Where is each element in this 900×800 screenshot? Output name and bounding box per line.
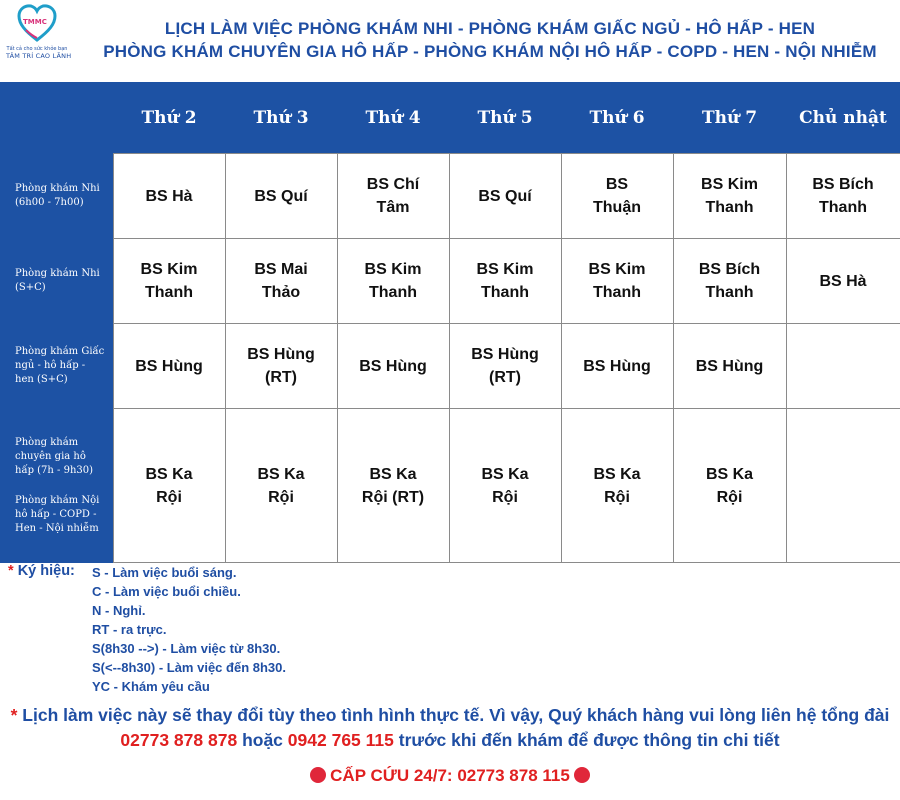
notice-text: Lịch làm việc này sẽ thay đổi tùy theo tình hình thực tế. Vì vậy, Quý khách hàng vui lòng liên hệ tổng đài — [22, 705, 890, 725]
doctor-name: BS Ka Rội — [257, 465, 305, 506]
schedule-cell — [449, 154, 561, 239]
doctor-name: BS Hùng — [695, 357, 764, 375]
table-row — [0, 154, 900, 239]
doctor-name: BS Ka Rội — [705, 465, 754, 506]
logo-name: TÂM TRÍ CAO LÃNH — [6, 52, 72, 60]
logo-tagline: Tất cả cho sức khỏe bạn — [6, 46, 68, 52]
schedule-cell — [113, 239, 225, 324]
legend-item: S(8h30 -->) - Làm việc từ 8h30. — [92, 641, 281, 656]
schedule-cell — [786, 239, 900, 324]
table-row — [0, 324, 900, 409]
schedule-table — [0, 82, 900, 563]
doctor-name: BS Hùng — [359, 357, 427, 375]
doctor-name: BS Ka Rội — [481, 465, 529, 506]
schedule-cell — [449, 324, 561, 409]
schedule-cell — [337, 154, 449, 239]
day-header: Thứ 6 — [561, 82, 673, 154]
day-header: Thứ 3 — [225, 82, 337, 154]
schedule-cell — [113, 154, 225, 239]
doctor-name: BS Mai Thảo — [254, 261, 308, 301]
schedule-cell — [449, 409, 561, 563]
doctor-name: BS Bích Thanh — [698, 261, 761, 301]
row-label: Phòng khám Nhi (6h00 - 7h00) — [0, 154, 113, 239]
doctor-name: BS Ka Rội — [593, 465, 641, 506]
doctor-name: BS Hùng — [583, 357, 651, 375]
schedule-cell — [561, 409, 673, 563]
schedule-cell — [786, 324, 900, 409]
schedule-cell — [225, 409, 337, 563]
schedule-cell — [673, 409, 786, 563]
day-header-row — [0, 82, 900, 154]
schedule-notice — [0, 703, 900, 753]
schedule-cell — [673, 324, 786, 409]
mobile-phone[interactable]: 0942 765 115 — [287, 730, 394, 750]
schedule-cell — [337, 324, 449, 409]
red-dot-icon — [574, 767, 590, 783]
schedule-cell — [673, 239, 786, 324]
emergency-text[interactable]: CẤP CỨU 24/7: 02773 878 115 — [330, 766, 570, 785]
doctor-name: BS Ka Rội — [145, 465, 193, 506]
doctor-name: BS Kim Thanh — [588, 261, 646, 301]
legend-item: RT - ra trực. — [92, 622, 167, 637]
table-row — [0, 239, 900, 324]
schedule-cell — [225, 154, 337, 239]
day-header: Thứ 2 — [113, 82, 225, 154]
notice-or: hoặc — [242, 730, 283, 750]
row-label — [0, 409, 113, 563]
legend-star: * — [8, 563, 14, 579]
doctor-name: BS Kim Thanh — [140, 261, 198, 301]
page-title-line1: LỊCH LÀM VIỆC PHÒNG KHÁM NHI - PHÒNG KHÁM GIẤC NGỦ - HÔ HẤP - HEN — [164, 19, 816, 38]
logo-brand: TMMC — [23, 18, 47, 26]
schedule-cell — [113, 324, 225, 409]
doctor-name: BS Chí Tâm — [366, 176, 420, 216]
row-label-part: Phòng khám Nội hô hấp - COPD - Hen - Nội nhiễm — [15, 494, 100, 534]
day-header: Thứ 5 — [449, 82, 561, 154]
schedule-cell — [337, 409, 449, 563]
schedule-cell — [786, 409, 900, 563]
schedule-cell — [225, 324, 337, 409]
doctor-name: BS Hùng (RT) — [471, 346, 539, 386]
doctor-name: BS Hùng (RT) — [247, 346, 315, 386]
doctor-name: BS Kim Thanh — [364, 261, 422, 301]
legend-item: S - Làm việc buổi sáng. — [92, 565, 237, 580]
doctor-name: BS Hùng — [135, 357, 203, 375]
legend-item: C - Làm việc buổi chiều. — [92, 584, 241, 599]
emergency-line — [0, 766, 900, 786]
doctor-name: BS Kim Thanh — [701, 176, 758, 216]
schedule-cell — [561, 239, 673, 324]
doctor-name: BS Ka Rội (RT) — [361, 465, 425, 506]
clinic-logo — [6, 4, 72, 72]
doctor-name: BS Bích Thanh — [812, 176, 874, 216]
legend-item: N - Nghỉ. — [92, 603, 146, 618]
row-label: Phòng khám Nhi (S+C) — [0, 239, 113, 324]
doctor-name: BS Kim Thanh — [476, 261, 534, 301]
legend-heading-text: Ký hiệu: — [17, 563, 75, 579]
red-dot-icon — [310, 767, 326, 783]
doctor-name: BS Quí — [254, 187, 308, 205]
schedule-cell — [225, 239, 337, 324]
schedule-cell — [449, 239, 561, 324]
day-header: Thứ 4 — [337, 82, 449, 154]
legend-list — [92, 564, 286, 697]
schedule-cell — [113, 409, 225, 563]
row-label: Phòng khám Giấc ngủ - hô hấp - hen (S+C) — [0, 324, 113, 409]
legend-item: YC - Khám yêu cầu — [92, 679, 210, 694]
table-row — [0, 409, 900, 563]
schedule-cell — [561, 154, 673, 239]
doctor-name: BS Thuận — [593, 176, 641, 216]
schedule-cell — [561, 324, 673, 409]
day-header: Thứ 7 — [673, 82, 786, 154]
page-title-line2: PHÒNG KHÁM CHUYÊN GIA HÔ HẤP - PHÒNG KHÁM NỘI HÔ HẤP - COPD - HEN - NỘI NHIỄM — [103, 42, 877, 61]
legend-item: S(<--8h30) - Làm việc đến 8h30. — [92, 660, 286, 675]
doctor-name: BS Quí — [478, 187, 532, 205]
schedule-cell — [673, 154, 786, 239]
header-corner — [0, 82, 113, 154]
row-label-part: Phòng khám chuyên gia hô hấp (7h - 9h30) — [15, 436, 94, 476]
schedule-cell — [337, 239, 449, 324]
hotline-phone[interactable]: 02773 878 878 — [120, 730, 238, 750]
doctor-name: BS Hà — [145, 187, 193, 205]
day-header: Chủ nhật — [786, 82, 900, 154]
notice-text-end: trước khi đến khám để được thông tin chi tiết — [398, 730, 780, 750]
doctor-name: BS Hà — [819, 272, 867, 290]
notice-star: * — [10, 705, 18, 725]
legend-heading — [8, 563, 75, 579]
schedule-cell — [786, 154, 900, 239]
